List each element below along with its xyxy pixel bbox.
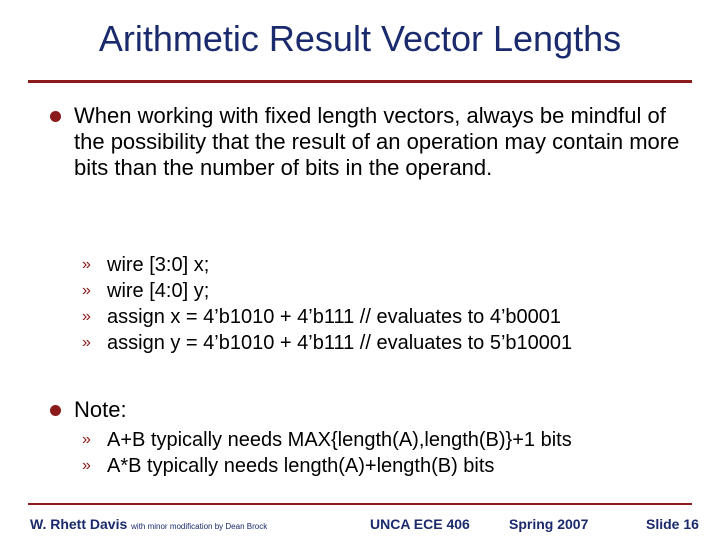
- footer-author: [30, 516, 267, 532]
- chevron-right-icon: »: [82, 282, 91, 299]
- sub-item-text: assign x = 4’b1010 + 4’b111 // evaluates to 4’b0001: [107, 306, 562, 328]
- slide-title: Arithmetic Result Vector Lengths: [98, 18, 622, 59]
- sub-item-text: wire [3:0] x;: [107, 254, 210, 276]
- bullet-text: When working with fixed length vectors, always be mindful of the possibility that the result of an operation may contain more bits than the number of bits in the operand.: [74, 103, 680, 180]
- chevron-right-icon: »: [82, 308, 91, 325]
- chevron-right-icon: »: [82, 457, 91, 474]
- author-name: W. Rhett Davis: [30, 516, 128, 532]
- footer-term: Spring 2007: [509, 516, 589, 532]
- sub-item-text: A+B typically needs MAX{length(A),length(B)}+1 bits: [107, 429, 572, 451]
- bullet-text: Note:: [74, 397, 127, 422]
- author-credit: with minor modification by Dean Brock: [131, 522, 268, 531]
- chevron-right-icon: »: [82, 256, 91, 273]
- bullet-dot-icon: [50, 405, 61, 416]
- footer-course: UNCA ECE 406: [370, 516, 470, 532]
- title-divider: [28, 80, 692, 83]
- sub-item-text: A*B typically needs length(A)+length(B) bits: [107, 455, 495, 477]
- sub-item-text: assign y = 4’b1010 + 4’b111 // evaluates to 5’b10001: [107, 332, 573, 354]
- chevron-right-icon: »: [82, 334, 91, 351]
- bullet-dot-icon: [50, 111, 61, 122]
- footer-divider: [28, 503, 692, 505]
- chevron-right-icon: »: [82, 431, 91, 448]
- sub-item-text: wire [4:0] y;: [107, 280, 210, 302]
- footer-slide-number: Slide 16: [646, 516, 699, 532]
